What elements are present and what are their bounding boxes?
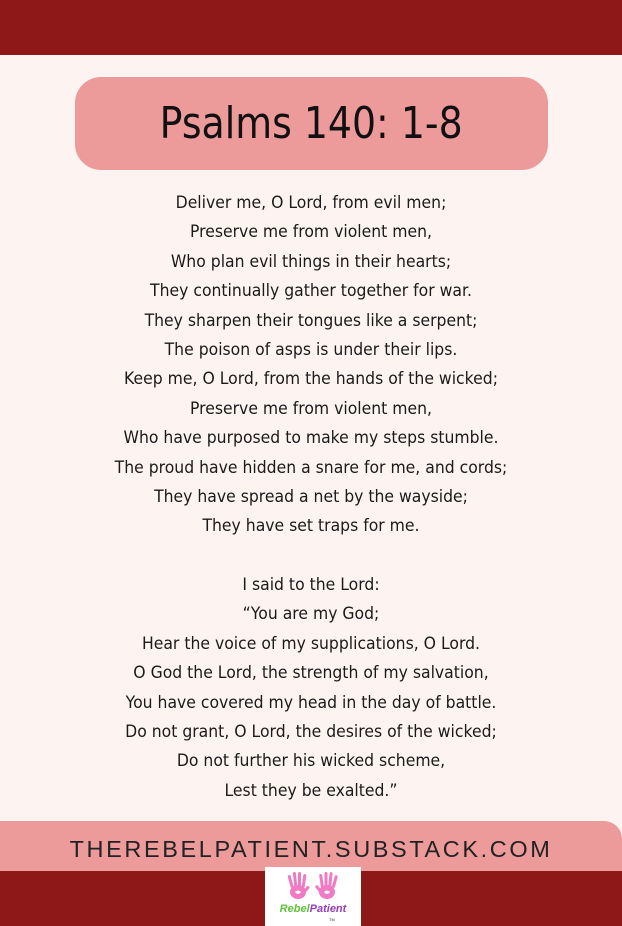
title-banner <box>75 77 548 170</box>
verse-line: Do not further his wicked scheme, <box>176 751 446 772</box>
verse-line: The proud have hidden a snare for me, and cords; <box>114 457 508 478</box>
verse-line: They sharpen their tongues like a serpent; <box>144 310 478 331</box>
verse-line: I said to the Lord: <box>242 575 380 596</box>
verse-line: Do not grant, O Lord, the desires of the wicked; <box>125 722 497 743</box>
verse-line: Lest they be exalted.” <box>224 780 398 801</box>
verse-line: You have covered my head in the day of battle. <box>125 692 497 713</box>
verse-line: “You are my God; <box>242 604 380 625</box>
trademark-mark: TM <box>329 917 335 922</box>
verse-line: They have set traps for me. <box>202 516 420 537</box>
handprints-icon <box>265 867 361 907</box>
verse-line: Who plan evil things in their hearts; <box>170 251 452 272</box>
verse-line: Deliver me, O Lord, from evil men; <box>175 193 447 213</box>
top-band <box>0 0 622 55</box>
verse-line: O God the Lord, the strength of my salvation, <box>133 663 489 684</box>
verse-line: Preserve me from violent men, <box>189 398 433 419</box>
logo-word-patient: Patient <box>309 903 347 915</box>
scripture-text <box>0 189 622 806</box>
website-url: THEREBELPATIENT.SUBSTACK.COM <box>69 836 553 862</box>
verse-line: Preserve me from violent men, <box>189 222 433 243</box>
verse-line: They continually gather together for war. <box>150 281 472 302</box>
page-title: Psalms 140: 1-8 <box>160 98 463 149</box>
verse-line: Hear the voice of my supplications, O Lord. <box>141 633 481 654</box>
stanza-2 <box>0 571 622 806</box>
verse-line: Who have purposed to make my steps stumble. <box>123 428 499 449</box>
verse-line: Keep me, O Lord, from the hands of the wicked; <box>124 369 498 390</box>
stanza-1 <box>0 189 622 542</box>
logo-word-rebel: Rebel <box>279 903 310 915</box>
verse-line: They have spread a net by the wayside; <box>154 486 468 507</box>
verse-line: The poison of asps is under their lips. <box>164 339 458 360</box>
logo-wordmark <box>265 903 361 915</box>
rebel-patient-logo <box>265 867 361 926</box>
